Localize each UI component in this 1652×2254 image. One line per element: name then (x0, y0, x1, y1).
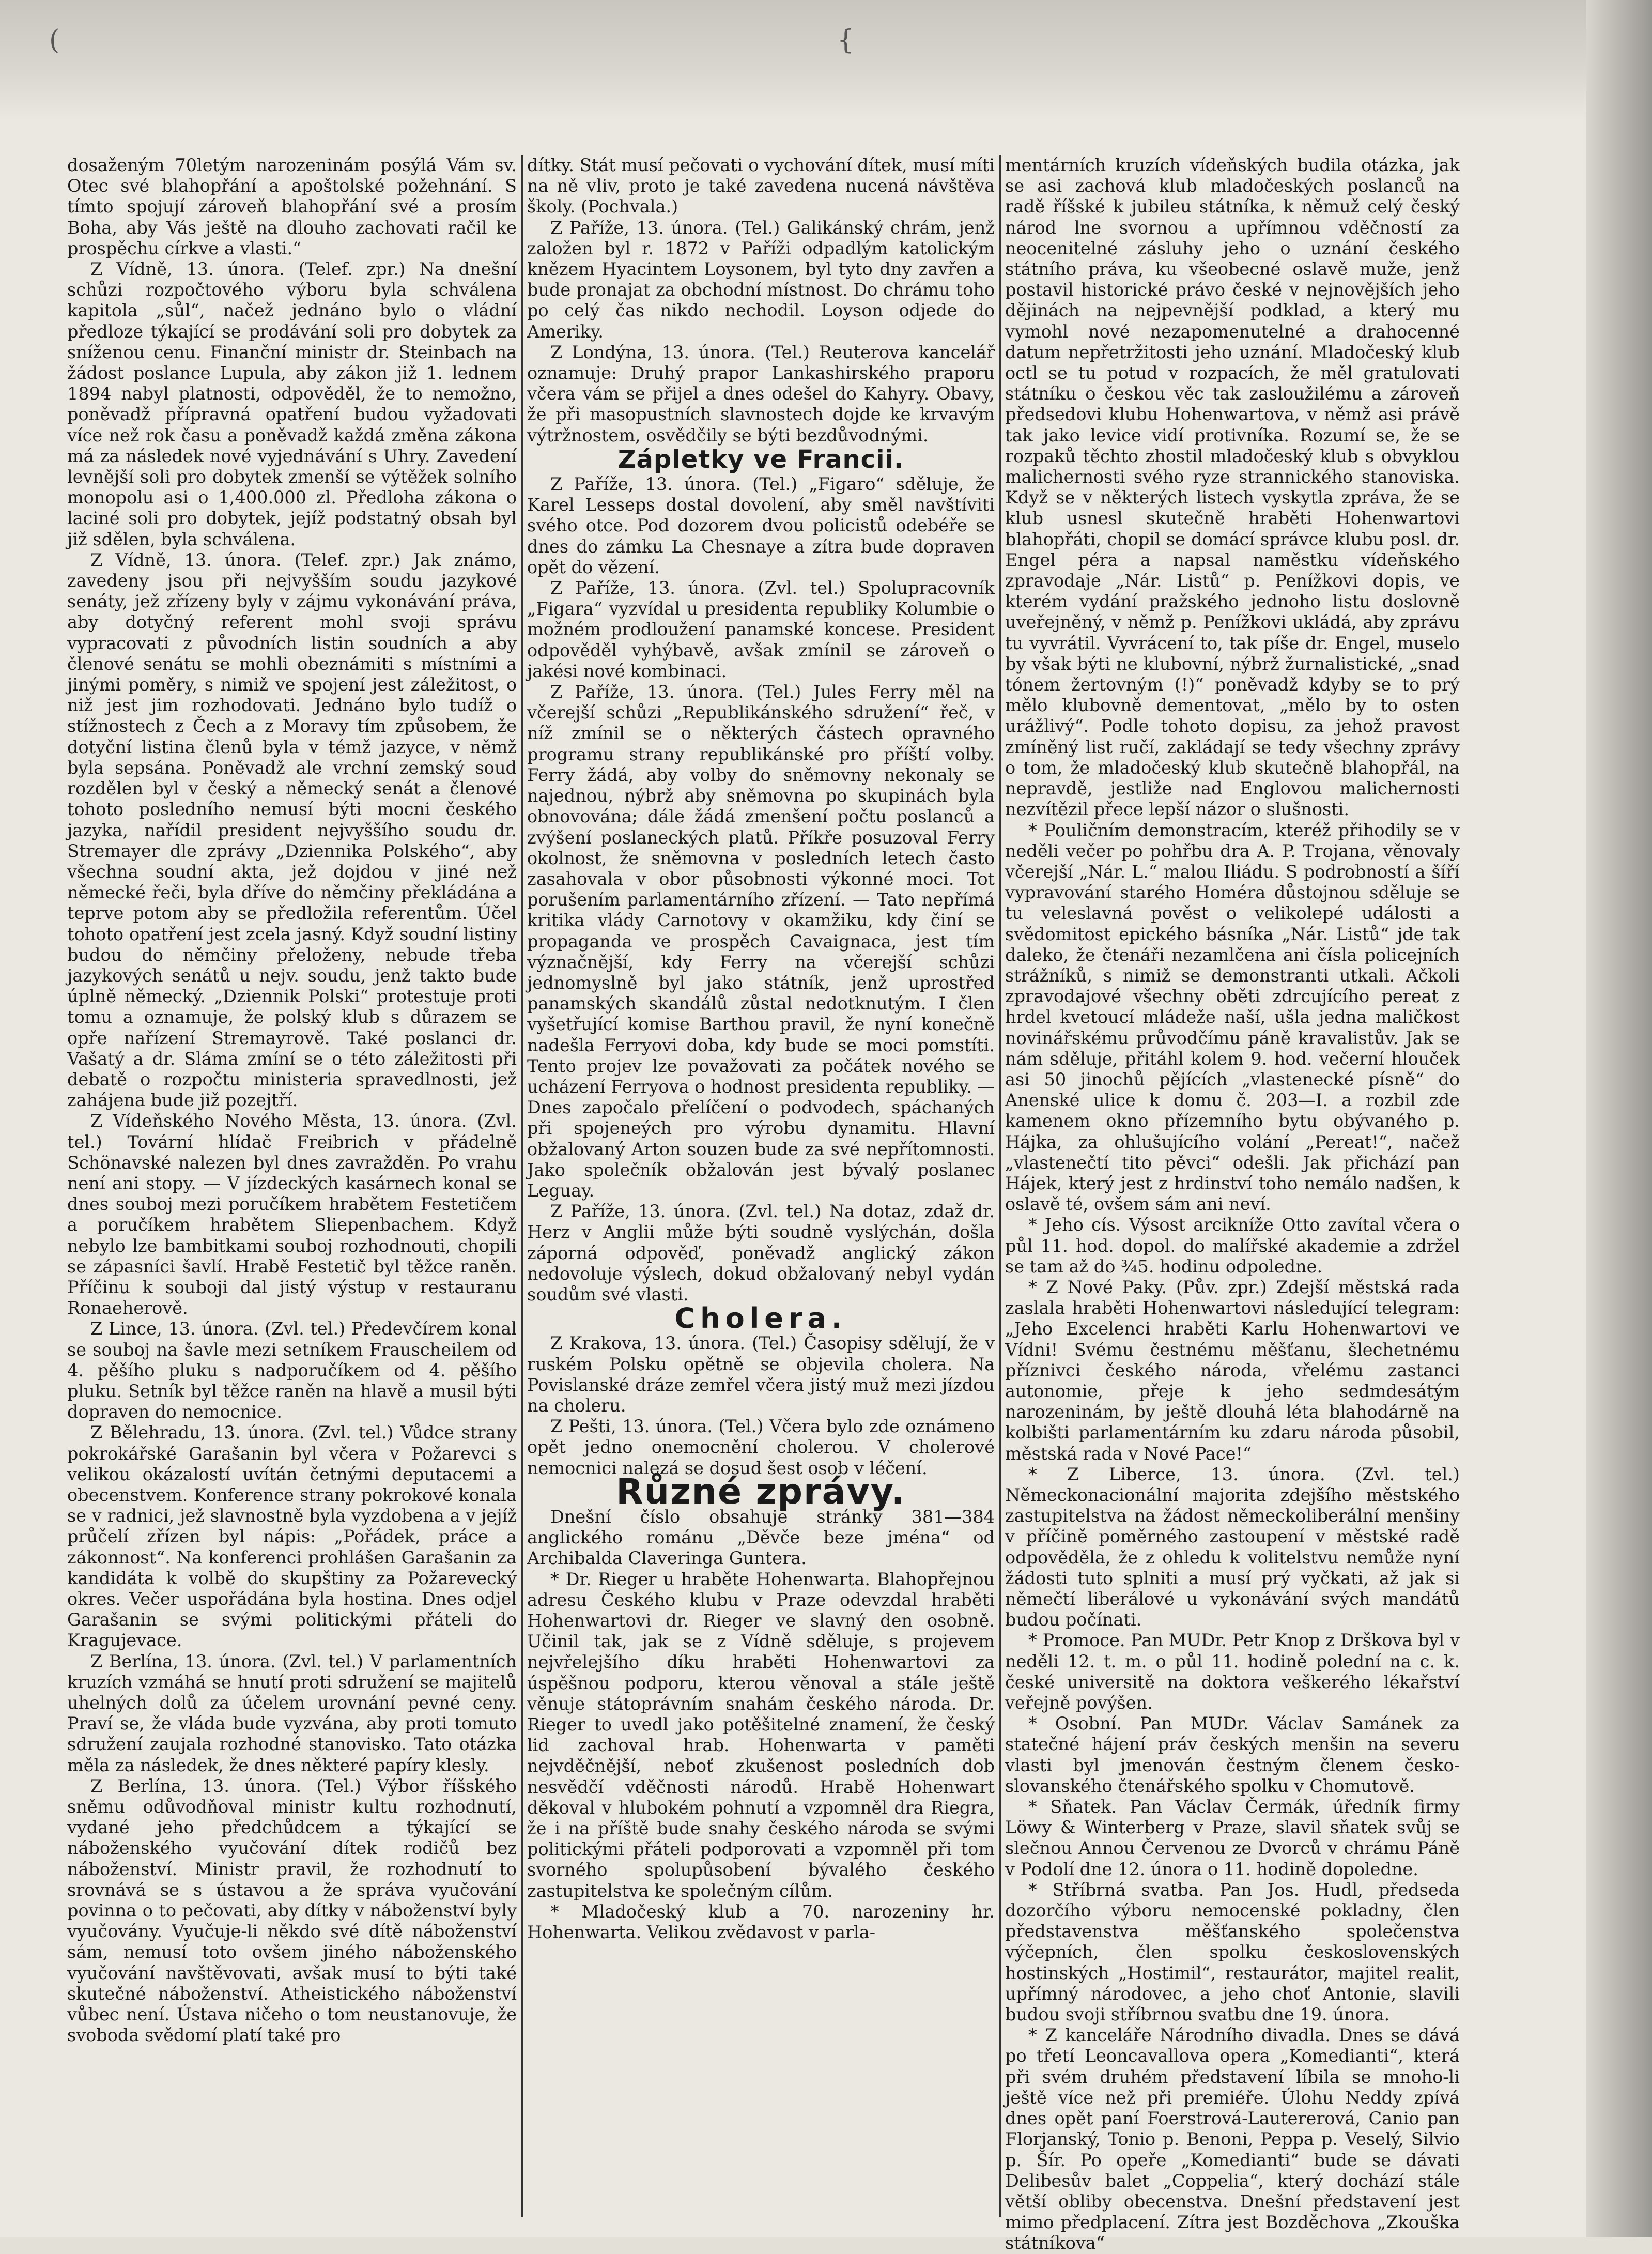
article-paragraph: Z Paříže, 13. února. (Tel.) „Figaro“ sděluje, že Karel Lesseps dostal dovolení, aby směl navštíviti svého otce. Pod dozorem dvou policistů odebéře se dnes do zámku La Chesnaye a zítra bude dopraven opět do vězení. (527, 474, 995, 577)
article-paragraph: Z Lince, 13. února. (Zvl. tel.) Předevčírem konal se souboj na šavle mezi setníkem Frauscheilem od 4. pěšího pluku s nadporučíkem od 4. pěšího pluku. Setník byl těžce raněn na hlavě a musil býti dopraven do nemocnice. (67, 1318, 517, 1422)
column-3 (1005, 155, 1460, 2253)
article-paragraph: Z Londýna, 13. února. (Tel.) Reuterova kancelář oznamuje: Druhý prapor Lankashirského praporu včera vám se přijel a dnes odešel do Kahyry. Obavy, že při masopustních slavnostech dojde ke krvavým výtržnostem, osvědčily se býti bezdůvodnými. (527, 342, 995, 446)
page-right-edge (1586, 0, 1652, 2237)
article-paragraph: * Z Liberce, 13. února. (Zvl. tel.) Německonacionální majorita zdejšího městského zastupitelstva na žádost německoliberální menšiny v příčině poměrného zastoupení v městské radě odpověděla, že z ohledu k volitelstvu nemůže nyní žádosti tuto splniti a musí prý vyčkati, až jak si němečtí liberálové u vykonávání svých mandátů budou počínati. (1005, 1464, 1460, 1630)
article-paragraph: * Z kanceláře Národního divadla. Dnes se dává po třetí Leoncavallova opera „Komedianti“, která při svém druhém představení líbila se mnoho-li ještě více než při premiéře. Úlohu Neddy zpívá dnes opět paní Foerstrová-Lautererová, Canio pan Florjanský, Tonio p. Benoni, Peppa p. Veselý, Silvio p. Šír. Po opeře „Komedianti“ bude se dávati Delibesův balet „Coppelia“, který dochází stále větší obliby obecenstva. Dnešní představení jest mimo předplacení. Zítra jest Bozděchova „Zkouška státníkova“ (1005, 2025, 1460, 2253)
article-paragraph: mentárních kruzích vídeňských budila otázka, jak se asi zachová klub mladočeských poslanců na radě říšské k jubileu státníka, k němuž celý český národ lne svornou a upřímnou vděčností za neocenitelné zásluhy jeho o uznání českého státního práva, ku všeobecné oslavě muže, jenž postavil historické právo české v nejnovějších jeho dějinách na nejpevnější podklad, a který mu vymohl nové nezapomenutelné a drahocenné datum nepřetržitosti jeho uznání. Mladočeský klub octl se tu potud v rozpacích, že měl gratulovati státníku o českou věc tak zasloužilému a zároveň předsedovi klubu Hohenwartova, v němž asi právě tak jako levice vidí protivníka. Rozumí se, že se rozpaků těchto zhostil mladočeský klub s obvyklou malichernosti svého ryze strannického stanoviska. Když se v některých listech vyskytla zpráva, že se klub usnesl skutečně hraběti Hohenwartovi blahopřáti, chopil se domácí správce klubu posl. dr. Engel péra a napsal naměstku vídeňského zpravodaje „Nár. Listů“ p. Penížkovi dopis, ve kterém vydání pražského jednoho listu doslovně uveřejněný, v němž p. Penížkovi ukládá, aby zprávu tu vyvrátil. Vyvrácení to, tak píše dr. Engel, muselo by však býti ne klubovní, nýbrž žurnalistické, „snad tónem žertovným (!)“ poněvadž kdyby se to prý mělo klubovně dementovat, „mělo by to osten urážlivý“. Podle tohoto dopisu, za jehož pravost zmíněný list ručí, zakládají se tedy všechny zprávy o tom, že mladočeský klub skutečně blahopřál, na nepravdě, jestliže nad Englovou malichernosti nezvítězil přece lepší názor o slušnosti. (1005, 155, 1460, 820)
article-paragraph: * Stříbrná svatba. Pan Jos. Hudl, předseda dozorčího výboru nemocenské pokladny, člen představenstva měšťanského společenstva výčepních, člen spolku československých hostinských „Hostimil“, restaurátor, majitel realit, upřímný národovec, a jeho choť Antonie, slavili budou svoji stříbrnou svatbu dne 19. února. (1005, 1879, 1460, 2025)
article-paragraph: Z Vídně, 13. února. (Telef. zpr.) Na dnešní schůzi rozpočtového výboru byla schválena kapitola „sůl“, načež jednáno bylo o vládní předloze týkající se prodávání soli pro dobytek za sníženou cenu. Finanční ministr dr. Steinbach na žádost poslance Lupula, aby zákon již 1. lednem 1894 nabyl platnosti, odpověděl, že to nemožno, poněvadž přípravná opatření budou vyžadovati více než rok času a poněvadž každá změna zákona má za následek nové vyjednávání s Uhry. Zavedení levnější soli pro dobytek zmenší se výtěžek solního monopolu asi o 1,400.000 zl. Předloha zákona o laciné soli pro dobytek, jejíž podstatný obsah byl již sdělen, byla schválena. (67, 259, 517, 549)
article-paragraph: Z Paříže, 13. února. (Zvl. tel.) Na dotaz, zdaž dr. Herz v Anglii může býti soudně vyslýchán, došla záporná odpověď, poněvadž anglický zákon nedovoluje výslech, dokud obžalovaný nebyl vydán soudům své vlasti. (527, 1201, 995, 1305)
article-paragraph: Z Berlína, 13. února. (Tel.) Výbor říšského sněmu odůvodňoval ministr kultu rozhodnutí, vydané jeho předchůdcem a týkající se náboženského vyučování dítek rodičů bez náboženství. Ministr pravil, že rozhodnutí to srovnává se s ústavou a že správa vyučování povinna o to pečovati, aby dítky v náboženství byly vyučovány. Vyučuje-li někdo své dítě náboženství sám, nemusí toto ovšem jiného náboženského vyučování navštěvovati, avšak musí to býti také skutečné náboženství. Atheistického náboženství vůbec není. Ústava ničeho o tom neustanovuje, že svoboda svědomí platí také pro (67, 1775, 517, 2046)
section-heading: Cholera. (674, 1302, 847, 1335)
article-paragraph: Z Vídeňského Nového Města, 13. února. (Zvl. tel.) Tovární hlídač Freibrich v přádelně Schönavské nalezen byl dnes zavražděn. Po vrahu není ani stopy. — V jízdeckých kasárnech konal se dnes souboj mezi poručíkem hrabětem Festetičem a poručíkem hrabětem Sliepenbachem. Když nebylo lze bambitkami souboj rozhodnouti, chopili se zápasníci šavlí. Hrabě Festetič byl těžce raněn. Příčinu k souboji dal jistý výstup v restauranu Ronaeherově. (67, 1111, 517, 1318)
column-rule-2 (999, 155, 1001, 2217)
column-1 (67, 155, 517, 2217)
article-paragraph: * Osobní. Pan MUDr. Václav Samánek za statečné hájení práv českých menšin na severu vlasti byl jmenován čestným členem česko-slovanského čtenářského spolku v Chomutově. (1005, 1713, 1460, 1796)
article-paragraph: * Pouličním demonstracím, kteréž přihodily se v neděli večer po pohřbu dra A. P. Trojana, věnovaly včerejší „Nár. L.“ malou Iliádu. S podrobností a šíří vypravování starého Homéra důstojnou sděluje se tu veleslavná pověst o velikolepé události a svědomitost epického básníka „Nár. Listů“ jde tak daleko, že čtenáři nezamlčena ani čísla policejních strážníků, s nimiž se demonstranti utkali. Ačkoli zpravodajové všechny oběti zdrcujícího pereat z hrdel kvetoucí mládeže naší, ušla jedna maličkost novinářskému průvodčímu páně kravalistův. Jak se nám sděluje, přitáhl kolem 9. hod. večerní hlouček asi 50 jinochů pějících „vlastenecké písně“ do Anenské ulice k domu č. 203—I. a rozbil zde kamenem okno přízemního bytu obývaného p. Hájka, za ohlušujícího volání „Pereat!“, načež „vlastenečtí tito pěvci“ odešli. Jak přichází pan Hájek, který jest z hrdinství toho nemálo nadšen, k oslavě té, ovšem sám ani neví. (1005, 820, 1460, 1215)
page-top-margin (0, 0, 1652, 121)
article-paragraph: Z Bělehradu, 13. února. (Zvl. tel.) Vůdce strany pokrokářské Garašanin byl včera v Požarevci s velikou okázalostí uvítán četnými deputacemi a obecenstvem. Konference strany pokrokové konala se v radnici, jež slavnostně byla vyzdobena a v jejíž průčelí zřízen byl nápis: „Pořádek, práce a zákonnost“. Na konferenci prohlášen Garašanin za kandidáta k volbě do skupštiny za Požarevecký okres. Večer uspořádána byla hostina. Dnes odjel Garašanin se svými politickými přáteli do Kragujevace. (67, 1422, 517, 1651)
article-paragraph: Z Berlína, 13. února. (Zvl. tel.) V parlamentních kruzích vzmáhá se hnutí proti sdružení se majitelů uhelných dolů za účelem urovnání pevné ceny. Praví se, že vláda bude vyzvána, aby proti tomuto sdružení zaujala rozhodné stanovisko. Tato otázka měla za následek, že dnes některé papíry klesly. (67, 1651, 517, 1775)
column-rule-1 (521, 155, 523, 2217)
section-heading: Různé zprávy. (616, 1471, 906, 1512)
article-paragraph: Z Paříže, 13. února. (Tel.) Jules Ferry měl na včerejší schůzi „Republikánského sdružení“ řeč, v níž zmínil se o některých částech opravného programu strany republikánské pro příští volby. Ferry žádá, aby volby do sněmovny nekonaly se najednou, nýbrž aby sněmovna po skupinách byla obnovována; dále žádá zmenšení počtu poslanců a zvýšení poslaneckých platů. Příkře posuzoval Ferry okolnost, že sněmovna v posledních letech často zasahovala v obor působnosti výkonné moci. Tot porušením parlamentárního zřízení. — Tato nepřímá kritika vlády Carnotovy v okamžiku, kdy činí se propaganda ve prospěch Cavaignaca, jest tím význačnější, kdy Ferry na včerejší schůzi jednomyslně byl jako státník, jenž uprostřed panamských skandálů zůstal nedotknutým. I člen vyšetřující komise Barthou pravil, že nyní konečně nadešla Ferryovi doba, kdy bude se moci pomstíti. Tento projev lze považovati za počátek nového se ucházení Ferryova o hodnost presidenta republiky. — Dnes započalo přelíčení o podvodech, spáchaných při spojeneých pro výrobu dynamitu. Hlavní obžalovaný Arton souzen bude za své nepřítomnosti. Jako společník obžalován jest bývalý poslanec Leguay. (527, 682, 995, 1201)
article-paragraph: * Mladočeský klub a 70. narozeniny hr. Hohenwarta. Velikou zvědavost v parla- (527, 1901, 995, 1943)
fold-mark-left: ( (49, 25, 60, 56)
fold-mark-right: { (837, 25, 855, 56)
article-paragraph: * Dr. Rieger u hraběte Hohenwarta. Blahopřejnou adresu Českého klubu v Praze odevzdal hraběti Hohenwartovi dr. Rieger ve slavný den osobně. Učinil tak, jak se z Vídně sděluje, s projevem nejvřelejšího díku hraběti Hohenwartovi za úspěšnou podporu, kterou věnoval a stále ještě věnuje státoprávním snahám českého národa. Dr. Rieger to uvedl jako potěšitelné znamení, že český lid zachoval hrab. Hohenwarta v paměti nejvděčnější, neboť zkušenost posledních dob nesvědčí vděčnosti národů. Hrabě Hohenwart děkoval v hlubokém pohnutí a vzpomněl dra Riegra, že i na příště bude snahy českého národa se svými politickými přáteli podporovati a vzpomněl při tom svorného spolupůsobení bývalého českého zastupitelstva ke společným cílům. (527, 1569, 995, 1901)
column-2 (527, 155, 995, 2217)
article-paragraph: Z Paříže, 13. února. (Tel.) Galikánský chrám, jenž založen byl r. 1872 v Paříži odpadlým katolickým knězem Hyacintem Loysonem, byl tyto dny zavřen a bude pronajat za obchodní místnost. Do chrámu toho po celý čas nikdo nechodil. Loyson odjede do Ameriky. (527, 217, 995, 342)
article-paragraph: dítky. Stát musí pečovati o vychování dítek, musí míti na ně vliv, proto je také zavedena nucená návštěva školy. (Pochvala.) (527, 155, 995, 217)
article-paragraph: * Z Nové Paky. (Pův. zpr.) Zdejší městská rada zaslala hraběti Hohenwartovi následující telegram: „Jeho Excelenci hraběti Karlu Hohenwartovi ve Vídni! Svému čestnému měšťanu, šlechetnému příznivci českého národa, vřelému zastanci autonomie, přeje k jeho sedmdesátým narozeninám, by ještě dlouhá léta blahodárně na kolbišti parlamentárním ku zdaru národa působil, městská rada v Nové Pace!“ (1005, 1277, 1460, 1464)
article-paragraph: Dnešní číslo obsahuje stránky 381—384 anglického románu „Děvče beze jména“ od Archibalda Claveringa Guntera. (527, 1507, 995, 1569)
section-heading: Zápletky ve Francii. (617, 444, 904, 474)
article-paragraph: * Jeho cís. Výsost arcikníže Otto zavítal včera o půl 11. hod. dopol. do malířské akademie a zdržel se tam až do ¾5. hodinu odpoledne. (1005, 1215, 1460, 1277)
article-paragraph: dosaženým 70letým narozeninám posýlá Vám sv. Otec své blahopřání a apoštolské požehnání. S tímto spojují zároveň blahopřání své a prosím Boha, aby Vás ještě na dlouho zachovati račil ke prospěchu církve a vlasti.“ (67, 155, 517, 258)
article-paragraph: Z Vídně, 13. února. (Telef. zpr.) Jak známo, zavedeny jsou při nejvyšším soudu jazykové senáty, jež zřízeny byly v zájmu vykonávání práva, aby dotyčný referent mohl svoji správu vypracovati z původních listin soudních a aby členové senátu se mohli obeznámiti s místními a jinými poměry, s nimiž ve spojení jest záležitost, o niž jest jim rozhodovati. Jednáno bylo tudíž o stížnostech z Čech a z Moravy tím způsobem, že dotyční listina členů byla v témž jazyce, v němž byla sepsána. Poněvadž ale vrchní zemský soud rozdělen byl v český a německý senát a členové tohoto posledního nemusí býti mocni českého jazyka, nařídil president nejvyššího soudu dr. Stremayer dle zprávy „Dziennika Polského“, aby všechna soudní akta, jež dojdou v jiné než německé řeči, byla dříve do němčiny překládána a teprve potom aby se předložila referentům. Účel tohoto opatření jest zcela jasný. Když soudní listiny budou do němčiny přeloženy, nebude třeba jazykových senátů u nejv. soudu, jenž takto bude úplně německý. „Dziennik Polski“ protestuje proti tomu a oznamuje, že polský klub s důrazem se opře nařízení Stremayrově. Také poslanci dr. Vašatý a dr. Sláma zmíní se o této záležitosti při debatě o rozpočtu ministeria spravedlnosti, jež zahájena bude již pozejtří. (67, 549, 517, 1111)
article-paragraph: Z Pešti, 13. února. (Tel.) Včera bylo zde oznámeno opět jedno onemocnění cholerou. V cholerové nemocnici nalezá se dosud šest osob v léčení. (527, 1416, 995, 1478)
article-paragraph: Z Krakova, 13. února. (Tel.) Časopisy sdělují, že v ruském Polsku opětně se objevila cholera. Na Povislanské dráze zemřel včera jistý muž mezi jízdou na choleru. (527, 1333, 995, 1416)
article-paragraph: * Promoce. Pan MUDr. Petr Knop z Drškova byl v neděli 12. t. m. o půl 11. hodině polední na c. k. české universitě na doktora veškerého lékařství veřejně povýšen. (1005, 1630, 1460, 1713)
article-paragraph: * Sňatek. Pan Václav Čermák, úředník firmy Löwy & Winterberg v Praze, slavil sňatek svůj se slečnou Annou Červenou ze Dvorců v chrámu Páně v Podolí dne 12. února o 11. hodině dopoledne. (1005, 1797, 1460, 1879)
article-paragraph: Z Paříže, 13. února. (Zvl. tel.) Spolupracovník „Figara“ vyzvídal u presidenta republiky Kolumbie o možném prodloužení panamské koncese. President odpověděl vyhýbavě, avšak zmínil se zároveň o jakési nové kombinaci. (527, 578, 995, 681)
